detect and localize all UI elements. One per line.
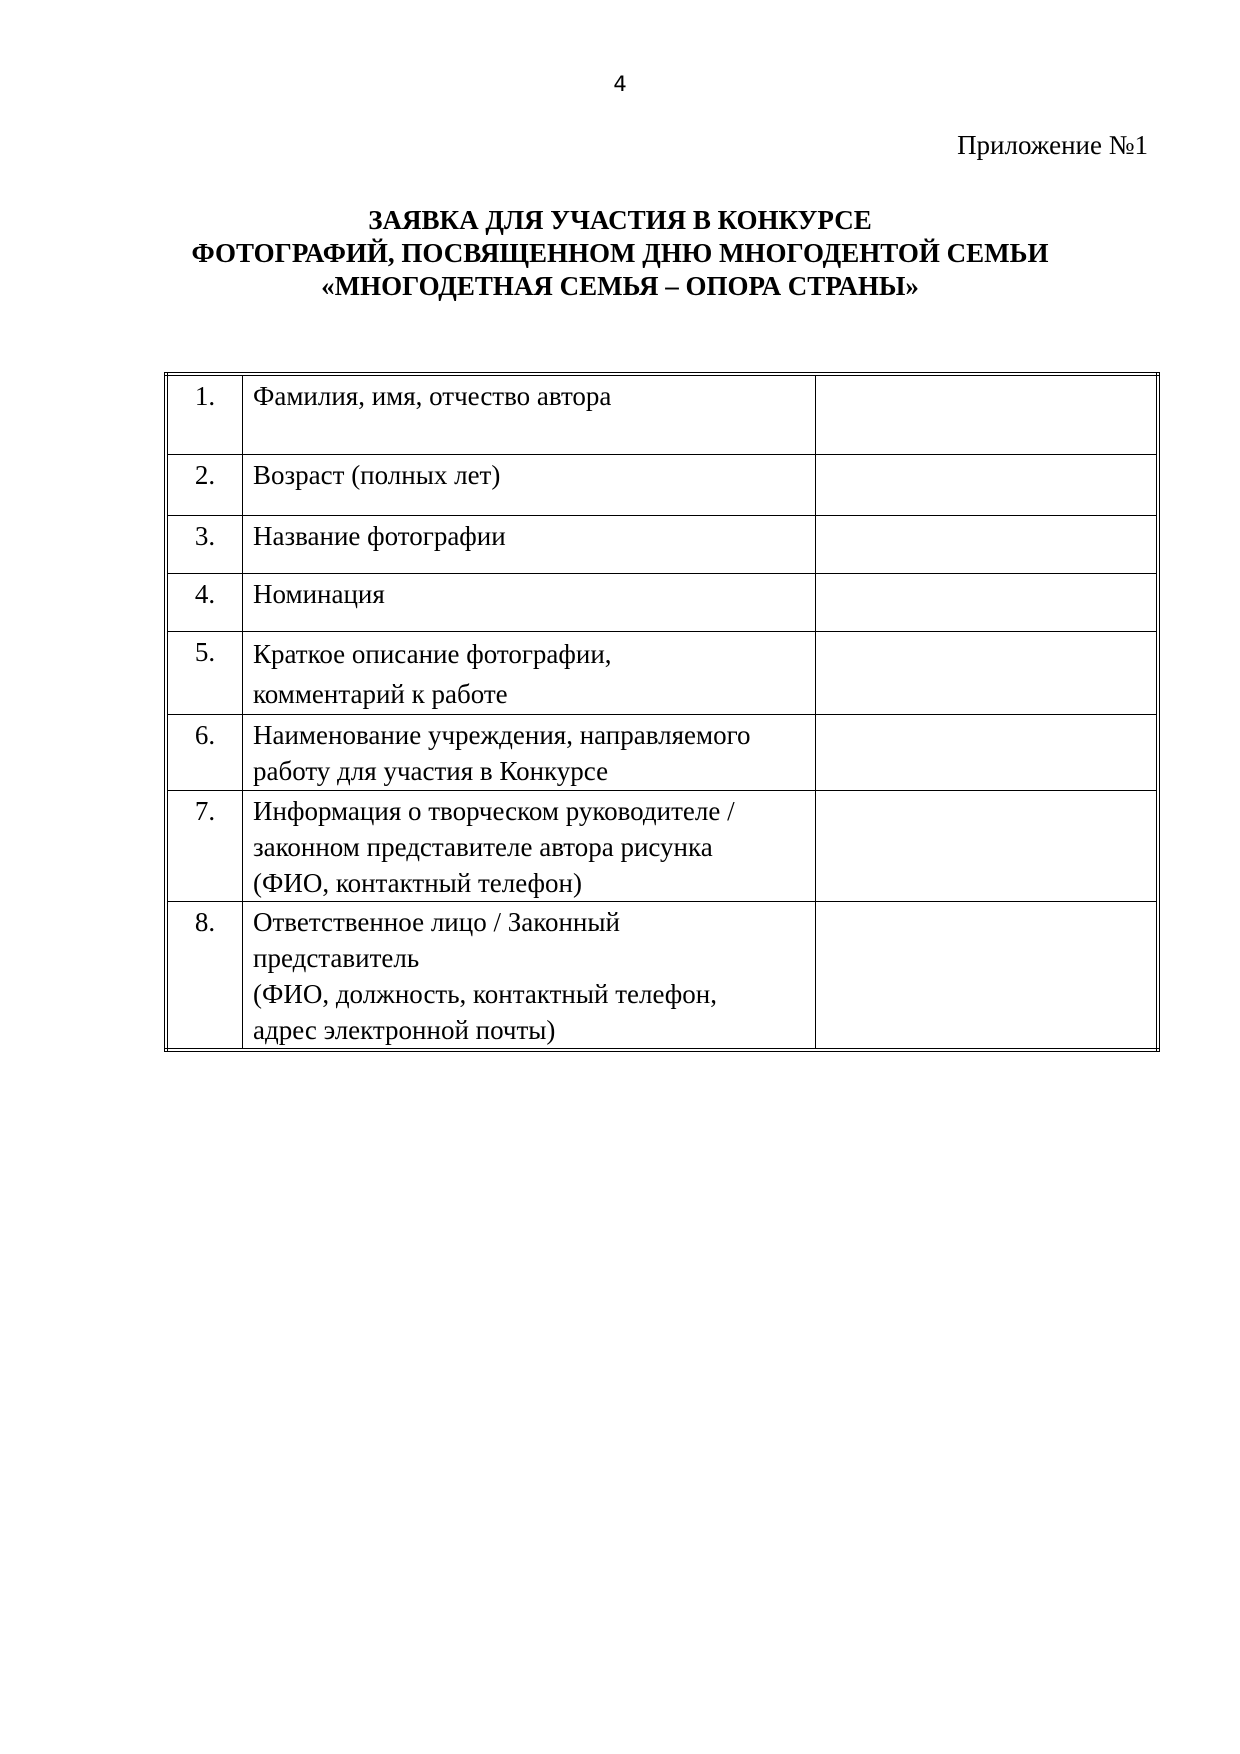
row-number: 2. (166, 454, 243, 515)
row-label (243, 515, 816, 573)
page-number: 4 (613, 72, 627, 96)
row-label-line: Название фотографии (253, 520, 506, 551)
form-row (166, 631, 1158, 714)
title-line: «МНОГОДЕТНАЯ СЕМЬЯ – ОПОРА СТРАНЫ» (321, 271, 919, 301)
form-row (166, 790, 1158, 901)
row-label (243, 631, 816, 714)
row-label-line: Информация о творческом руководителе / (253, 795, 735, 826)
row-value-cell[interactable] (816, 374, 1159, 454)
row-label-line: Краткое описание фотографии, (253, 638, 612, 669)
row-label-line: (ФИО, контактный телефон) (253, 867, 582, 898)
row-label-line: представитель (253, 942, 420, 973)
row-label-line: Номинация (253, 578, 385, 609)
form-row (166, 901, 1158, 1050)
title-line: ЗАЯВКА ДЛЯ УЧАСТИЯ В КОНКУРСЕ (368, 205, 872, 235)
row-label-line: Возраст (полных лет) (253, 459, 501, 490)
appendix-label: Приложение №1 (957, 130, 1148, 160)
form-row (166, 573, 1158, 631)
application-form-table (164, 372, 1160, 1052)
form-row (166, 515, 1158, 573)
row-number: 1. (166, 374, 243, 454)
row-value-cell[interactable] (816, 454, 1159, 515)
row-label-line: законном представителе автора рисунка (253, 831, 713, 862)
row-number: 4. (166, 573, 243, 631)
row-value-cell[interactable] (816, 714, 1159, 790)
row-label (243, 714, 816, 790)
document-title (0, 204, 1240, 303)
row-value-cell[interactable] (816, 631, 1159, 714)
row-number: 6. (166, 714, 243, 790)
row-label-line: Фамилия, имя, отчество автора (253, 381, 612, 411)
row-label-line: Ответственное лицо / Законный (253, 906, 620, 937)
row-value-cell[interactable] (816, 573, 1159, 631)
row-label (243, 790, 816, 901)
row-label-line: (ФИО, должность, контактный телефон, (253, 978, 717, 1009)
row-label (243, 573, 816, 631)
row-label-line: адрес электронной почты) (253, 1014, 556, 1045)
row-number: 7. (166, 790, 243, 901)
row-value-cell[interactable] (816, 515, 1159, 573)
row-label-line: работу для участия в Конкурсе (253, 755, 609, 786)
row-value-cell[interactable] (816, 901, 1159, 1050)
form-row (166, 714, 1158, 790)
row-number: 8. (166, 901, 243, 1050)
row-label-line: комментарий к работе (253, 678, 508, 709)
row-number: 5. (166, 631, 243, 714)
row-number: 3. (166, 515, 243, 573)
form-row (166, 374, 1158, 454)
row-label (243, 374, 816, 454)
row-label (243, 901, 816, 1050)
title-line: ФОТОГРАФИЙ, ПОСВЯЩЕННОМ ДНЮ МНОГОДЕНТОЙ СЕМЬИ (191, 238, 1049, 268)
form-row (166, 454, 1158, 515)
row-label-line: Наименование учреждения, направляемого (253, 719, 751, 750)
row-label (243, 454, 816, 515)
row-value-cell[interactable] (816, 790, 1159, 901)
